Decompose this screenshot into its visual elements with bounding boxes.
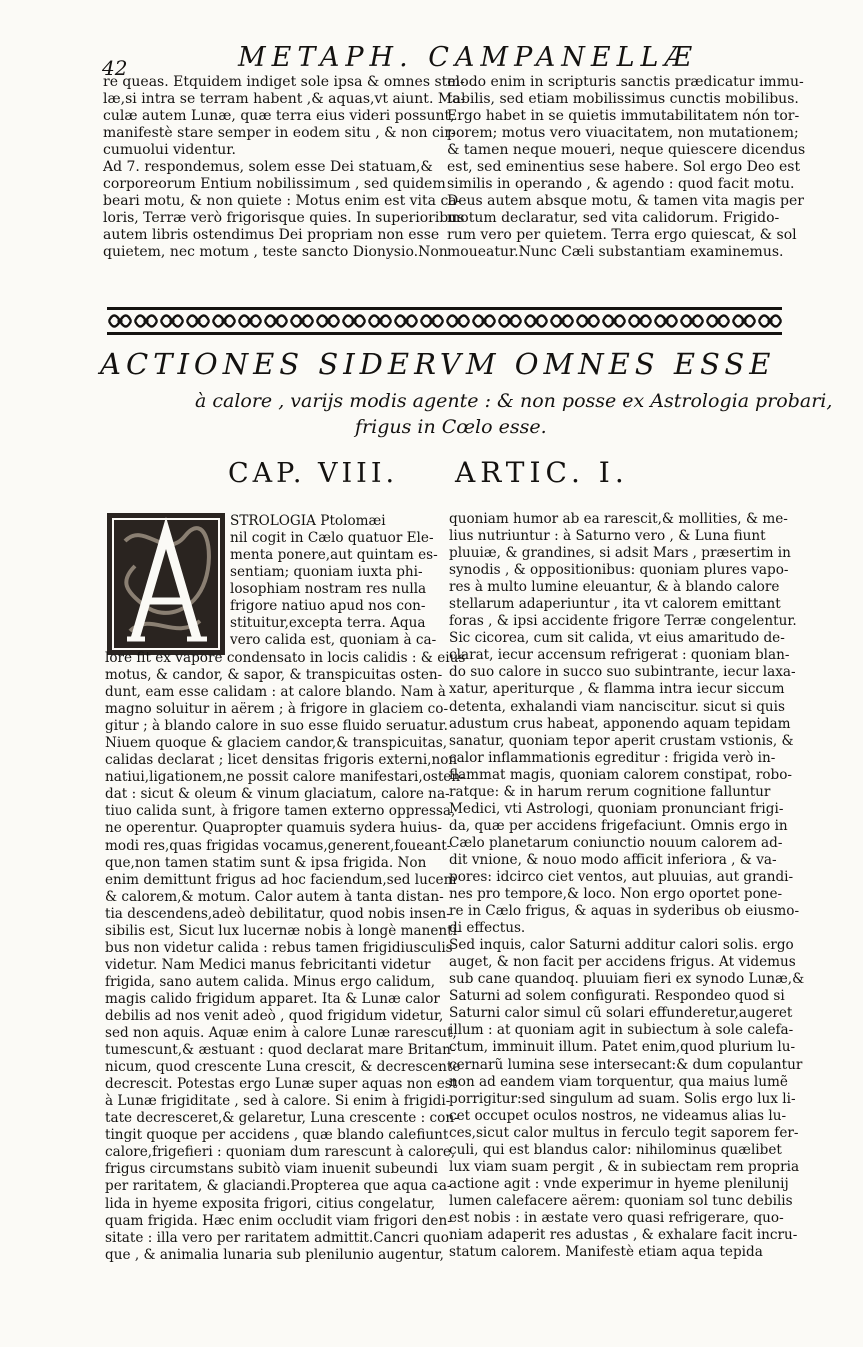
text-line: da, quæ per accidens frigefaciunt. Omnis ergo in bbox=[449, 817, 788, 834]
text-line: Cælo planetarum coniunctio nouum calorem ad- bbox=[449, 834, 783, 851]
text-line: illum : at quoniam agit in subiectum à sole calefa- bbox=[449, 1022, 794, 1039]
text-line: ces,sicut calor multus in ferculo tegit saporem fer- bbox=[449, 1124, 799, 1141]
text-line: di effectus. bbox=[449, 920, 526, 937]
text-line: do suo calore in succo suo subintrante, iecur laxa- bbox=[449, 664, 796, 681]
text-line: autem libris ostendimus Dei propriam non esse bbox=[103, 227, 440, 243]
text-line: motum declaratur, sed vita calidorum. Frigido- bbox=[447, 210, 780, 226]
text-line: xatur, aperiturque , & flamma intra iecur siccum bbox=[449, 681, 785, 698]
text-line: tingit quoque per accidens , quæ blando calefiunt bbox=[105, 1127, 449, 1144]
text-line: lux viam suam pergit , & in subiectam rem propria bbox=[449, 1158, 800, 1175]
text-line: tate decresceret,& gelaretur, Luna crescente : con- bbox=[105, 1110, 459, 1127]
text-line: adustum crus habeat, apponendo aquam tepidam bbox=[449, 715, 791, 732]
text-line: rum vero per quietem. Terra ergo quiescat, & sol bbox=[447, 227, 797, 243]
text-line: Saturni ad solem configurati. Respondeo quod si bbox=[449, 988, 785, 1005]
text-line: culæ autem Lunæ, quæ terra eius videri possunt, bbox=[103, 108, 455, 124]
text-line: foras , & ipsi accidente frigore Terræ congelentur. bbox=[449, 613, 797, 630]
text-line: moueatur.Nunc Cæli substantiam examinemus. bbox=[447, 244, 784, 260]
text-line: sub cane quandoq. pluuiam fieri ex synodo Lunæ,& bbox=[449, 971, 805, 988]
text-line: clarat, iecur accensum refrigerat : quoniam blan- bbox=[449, 647, 790, 664]
text-line: Ad 7. respondemus, solem esse Dei statuam,& bbox=[103, 159, 433, 175]
text-line: calore,frigefieri : quoniam dum rarescunt à calore, bbox=[105, 1144, 456, 1161]
text-line: pluuiæ, & grandines, si adsit Mars , præsertim in bbox=[449, 545, 791, 562]
text-line: per raritatem, & glaciandi.Propterea que aqua ca- bbox=[105, 1178, 452, 1195]
text-line: Sic cicorea, cum sit calida, vt eius amaritudo de- bbox=[449, 630, 785, 647]
text-line: porem; motus vero viuacitatem, non mutationem; bbox=[447, 125, 799, 141]
text-line: culi, qui est blandus calor: nihilominus quælibet bbox=[449, 1141, 782, 1158]
text-line: à Lunæ frigiditate , sed à calore. Si enim à frigidi- bbox=[105, 1093, 451, 1110]
text-line: enim demittunt frigus ad hoc faciendum,sed lucem bbox=[105, 871, 457, 888]
text-line: res à multo lumine eleuantur, & à blando calore bbox=[449, 579, 780, 596]
text-line: modi res,quas frigidas vocamus,generent,foueant- bbox=[105, 837, 452, 854]
text-line: que , & animalia lunaria sub plenilunio augentur, bbox=[105, 1246, 445, 1263]
text-line: corporeorum Entium nobilissimum , sed quidem bbox=[103, 176, 446, 192]
body-left-indented-column bbox=[230, 513, 438, 649]
text-line: losophiam nostram res nulla bbox=[230, 581, 427, 598]
text-line: lore fit ex vapore condensato in locis calidis : & eius bbox=[105, 650, 466, 666]
text-line: niam adaperit res adustas , & exhalare facit incru- bbox=[449, 1226, 798, 1243]
text-line: STROLOGIA Ptolomæi bbox=[230, 513, 386, 529]
text-line: Deus autem absque motu, & tamen vita magis per bbox=[447, 193, 804, 209]
text-line: est, sed eminentius sese habere. Sol ergo Deo est bbox=[447, 159, 801, 175]
text-line: ctum, imminuit illum. Patet enim,quod plurium lu- bbox=[449, 1039, 796, 1056]
text-line: tiuo calida sunt, à frigore tamen externo oppressa, bbox=[105, 803, 456, 820]
text-line: flammat magis, quoniam calorem constipat, robo- bbox=[449, 766, 792, 783]
text-line: lumen calefacere aërem: quoniam sol tunc debilis bbox=[449, 1192, 793, 1209]
text-line: dit vnione, & nouo modo afficit inferiora , & va- bbox=[449, 851, 777, 868]
text-line: & calorem,& motum. Calor autem à tanta distan- bbox=[105, 888, 444, 905]
text-line: stituitur,excepta terra. Aqua bbox=[230, 615, 426, 632]
article-number: ARTIC. I. bbox=[455, 456, 629, 489]
text-line: nil cogit in Cælo quatuor Ele- bbox=[230, 530, 434, 547]
text-line: tabilis, sed etiam mobilissimus cunctis mobilibus. bbox=[447, 91, 799, 107]
text-line: tia descendens,adeò debilitatur, quod nobis insen- bbox=[105, 905, 451, 922]
text-line: porrigitur:sed singulum ad suam. Solis ergo lux li- bbox=[449, 1090, 796, 1107]
text-line: sitate : illa vero per raritatem admittit.Cancri quo- bbox=[105, 1229, 454, 1246]
text-line: detenta, exhalandi viam nanciscitur. sicut si quis bbox=[449, 698, 785, 715]
chapter-subtitle-line-2: frigus in Cœlo esse. bbox=[355, 416, 547, 438]
text-line: manifestè stare semper in eodem situ , & non cir- bbox=[103, 125, 456, 141]
text-line: modo enim in scripturis sanctis prædicatur immu- bbox=[447, 74, 804, 90]
text-line: pores: idcirco ciet ventos, aut pluuias, aut grandi- bbox=[449, 868, 794, 885]
text-line: magis calido frigidum apparet. Ita & Lunæ calor bbox=[105, 990, 440, 1007]
text-line: dat : sicut & oleum & vinum glaciatum, calore na- bbox=[105, 786, 450, 803]
text-line: lius nutriuntur : à Saturno vero , & Luna fiunt bbox=[449, 528, 766, 545]
text-line: læ,si intra se terram habent ,& aquas,vt aiunt. Ma- bbox=[103, 91, 466, 107]
text-line: cumuolui videntur. bbox=[103, 142, 236, 158]
text-line: stellarum adaperiuntur , ita vt calorem emittant bbox=[449, 596, 781, 613]
text-line: gitur ; à blando calore in suo esse fluido seruatur. bbox=[105, 718, 448, 735]
text-line: auget, & non facit per accidens frigus. At videmus bbox=[449, 954, 796, 971]
text-line: sibilis est, Sicut lux lucernæ nobis à longè manenti- bbox=[105, 922, 462, 939]
text-line: Ergo habet in se quietis immutabilitatem nón tor- bbox=[447, 108, 800, 124]
text-line: menta ponere,aut quintam es- bbox=[230, 547, 438, 564]
text-line: frigida, sano autem calida. Minus ergo calidum, bbox=[105, 973, 436, 990]
text-line: tumescunt,& æstuant : quod declarat mare Britan- bbox=[105, 1042, 456, 1059]
decorated-initial-icon bbox=[105, 511, 227, 657]
chapter-subtitle-line-1: à calore , varijs modis agente : & non posse ex Astrologia probari, bbox=[195, 390, 833, 412]
running-title: METAPH. CAMPANELLÆ bbox=[238, 42, 698, 73]
text-line: Niuem quoque & glaciem candor,& transpicuitas, bbox=[105, 735, 448, 752]
text-line: actione agit : vnde experimur in hyeme plenilunij bbox=[449, 1175, 789, 1192]
text-line: re in Cælo frigus, & aquas in syderibus ob eiusmo- bbox=[449, 903, 800, 920]
text-line: motus, & candor, & sapor, & transpicuitas osten- bbox=[105, 667, 443, 684]
top-right-column bbox=[447, 74, 806, 261]
text-line: natiui,ligationem,ne possit calore manifestari,osten- bbox=[105, 769, 465, 786]
text-line: re queas. Etquidem indiget sole ipsa & omnes stel- bbox=[103, 74, 465, 90]
text-line: loris, Terræ verò frigorisque quies. In superioribus bbox=[103, 210, 465, 226]
chapter-number: CAP. VIII. bbox=[228, 458, 399, 489]
text-line: sed non aquis. Aquæ enim à calore Lunæ rarescut, bbox=[105, 1025, 457, 1042]
text-line: cernarũ lumina sese intersecant:& dum copulantur bbox=[449, 1056, 803, 1073]
text-line: dunt, eam esse calidam : at calore blando. Nam à bbox=[105, 684, 446, 701]
body-left-column bbox=[105, 650, 466, 1264]
text-line: sanatur, quoniam tepor aperit crustam vstionis, & bbox=[449, 732, 794, 749]
text-line: est nobis : in æstate vero quasi refrigerare, quo- bbox=[449, 1209, 784, 1226]
text-line: calidas declarat ; licet densitas frigoris externi,non bbox=[105, 752, 458, 769]
page-number: 42 bbox=[102, 56, 128, 80]
text-line: debilis ad nos venit adeò , quod frigidum videtur, bbox=[105, 1007, 444, 1024]
text-line: Saturni calor simul cũ solari effunderetur,augeret bbox=[449, 1005, 793, 1022]
text-line: non ad eandem viam torquentur, qua maius lumẽ bbox=[449, 1073, 788, 1090]
text-line: cet occupet oculos nostros, ne videamus alias lu- bbox=[449, 1107, 787, 1124]
text-line: quoniam humor ab ea rarescit,& mollities, & me- bbox=[449, 511, 788, 527]
text-line: synodis , & oppositionibus: quoniam plures vapo- bbox=[449, 562, 789, 579]
text-line: Sed inquis, calor Saturni additur calori solis. ergo bbox=[449, 937, 794, 954]
text-line: quam frigida. Hæc enim occludit viam frigori den- bbox=[105, 1212, 452, 1229]
text-line: sentiam; quoniam iuxta phi- bbox=[230, 564, 423, 581]
chapter-title: ACTIONES SIDERVM OMNES ESSE bbox=[100, 347, 776, 381]
text-line: que,non tamen statim sunt & ipsa frigida. Non bbox=[105, 854, 427, 871]
text-line: & tamen neque moueri, neque quiescere dicendus bbox=[447, 142, 806, 158]
text-line: decrescit. Potestas ergo Lunæ super aquas non est bbox=[105, 1076, 458, 1093]
text-line: ratque: & in harum rerum cognitione falluntur bbox=[449, 783, 771, 800]
text-line: Medici, vti Astrologi, quoniam pronunciant frigi- bbox=[449, 800, 784, 817]
text-line: videtur. Nam Medici manus febricitanti videtur bbox=[105, 956, 431, 973]
text-line: nes pro tempore,& loco. Non ergo oportet pone- bbox=[449, 886, 783, 903]
text-line: nicum, quod crescente Luna crescit, & decrescente bbox=[105, 1059, 461, 1076]
body-right-column bbox=[449, 511, 805, 1261]
text-line: beari motu, & non quiete : Motus enim est vita ca- bbox=[103, 193, 462, 209]
text-line: magno soluitur in aërem ; à frigore in glaciem co- bbox=[105, 701, 449, 718]
text-line: bus non videtur calida : rebus tamen frigidiusculis bbox=[105, 939, 453, 956]
text-line: frigus circumstans subitò viam inuenit subeundi bbox=[105, 1161, 438, 1178]
top-left-column bbox=[103, 74, 466, 261]
text-line: ne operentur. Quapropter quamuis sydera huius- bbox=[105, 820, 442, 837]
text-line: frigore natiuo apud nos con- bbox=[230, 598, 426, 615]
text-line: statum calorem. Manifestè etiam aqua tepida bbox=[449, 1244, 763, 1261]
text-line: calor inflammationis egreditur : frigida verò in- bbox=[449, 749, 776, 766]
text-line: similis in operando , & agendo : quod facit motu. bbox=[447, 176, 795, 192]
ornamental-border-icon bbox=[107, 306, 782, 336]
text-line: quietem, nec motum , teste sancto Dionysio.Non bbox=[103, 244, 448, 260]
text-line: lida in hyeme exposita frigori, citius congelatur, bbox=[105, 1195, 436, 1212]
text-line: vero calida est, quoniam à ca- bbox=[230, 632, 437, 649]
